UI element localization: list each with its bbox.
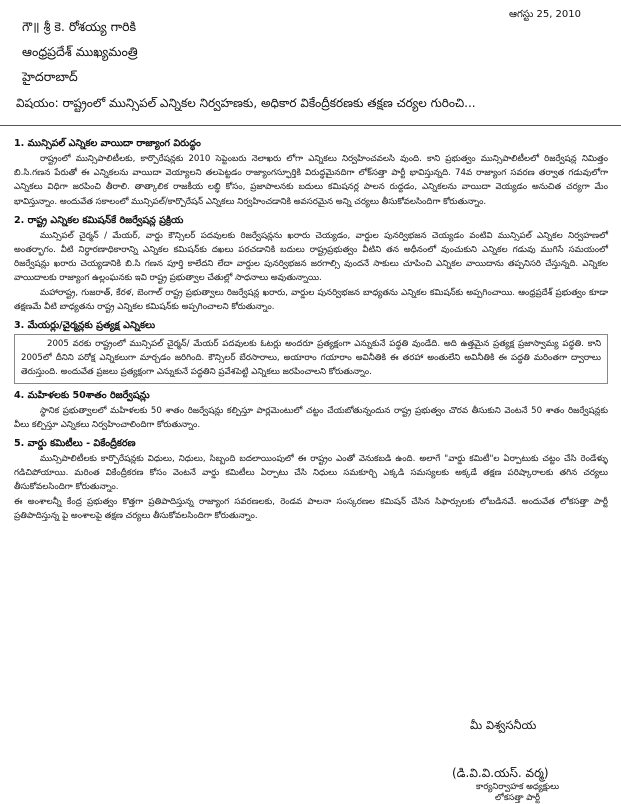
letter-body bbox=[14, 136, 608, 527]
section-paragraph: స్థానిక ప్రభుత్వాలలో మహిళలకు 50 శాతం రిజర్వేషన్లు కల్పిస్తూ పార్లమెంటులో చట్టం చేయబోతున్నందున రాష్ట్ర ప్రభుత్వం చొరవ తీసుకుని వెంటనే 50 శాతం రిజర్వేషన్లకు వీలు కల్పిస్తూ ఎన్నికలు నిర్వహించాలిందిగా కోరుతున్నాం. bbox=[14, 405, 608, 430]
section-5 bbox=[14, 436, 608, 523]
section-paragraph: ఈ అంశాలన్నీ కేంద్ర ప్రభుత్వం కొత్తగా ప్రతిపాదిస్తున్న రాజ్యాంగ సవరణలకు, రెండవ పాలనా సంస్కరణల కమిషన్ చేసిన సిఫార్సులకు లోబడినవే. అందువేత లోకసత్తా పార్టీ ప్రతిపాదిస్తున్న పై అంశాలపై తక్షణ చర్యలు తీసుకోవలసిందిగా కోరుతున్నాం. bbox=[14, 496, 608, 521]
section-paragraph: 2005 వరకు రాష్ట్రంలో మున్సిపల్ చైర్మన్/ మేయర్ పదవులకు ఓటర్లు అందరూ ప్రత్యక్షంగా ఎన్నుకునే పద్ధతి వుండేది. అది ఉత్తమైన ప్రత్యక్ష ప్రజాస్వామ్య పద్ధతి. కాని 2005లో దీనిని పరోక్ష ఎన్నికలుగా మార్చడం జరిగింది. కౌన్సిలర్ బేరసారాలు, అయారాం గయారాం అవినీతికి ఈ తరహా అంతులేని అవినీతికి ఈ పద్ధతి మరింతగా ద్వారాలు తెరుస్తుంది. అందువేత ప్రజలు ప్రత్యక్షంగా ఎన్నుకునే పద్ధతిని ప్రవేశపెట్టి ఎన్నికలు జరపించాలని కోరుతున్నాం. bbox=[14, 334, 608, 384]
recipient-designation: ఆంధ్రప్రదేశ్ ముఖ్యమంత్రి bbox=[22, 44, 138, 59]
section-heading: 3. మేయర్లు/చైర్మన్లకు ప్రత్యక్ష ఎన్నికలు bbox=[14, 320, 156, 332]
divider bbox=[0, 125, 621, 126]
signatory-title bbox=[476, 782, 559, 804]
subject-line: విషయం: రాష్ట్రంలో మున్సిపల్ ఎన్నికల నిర్వహణకు, అధికార వికేంద్రీకరణకు తక్షణ చర్యల గురించి... bbox=[16, 96, 476, 110]
section-paragraph: మున్సిపల్ చైర్మన్ / మేయర్, వార్డు కౌన్సిలర్ పదవులకు రిజర్వేషన్లను ఖరారు చెయ్యడం, వార్డుల పునర్విభజన చెయ్యడం వంటివి మున్సిపల్ ఎన్నికల నిర్వహణలో అంతర్భాగం. వీటి నిర్ధారణాధికారాన్ని ఎన్నికల కమిషన్‌కు దఖలు పరచడానికి బదులు రాష్ట్రప్రభుత్వం వీటిని తన అధీనంలో వుంచుకుని ఎన్నికల గడువు ముగిసే సమయంలో రిజర్వేషన్లు ఖరారు చెయ్యడానికి బి.సి గణన పూర్తి కాలేదని లేదా వార్డుల పునర్విభజన జరగాల్సి వుందనే సాకులు చూపించి ఎన్నికల వాయిదాను తప్పనిసరి చేస్తున్నది. ఎన్నికల వాయిదాలకు రాజ్యాంగ ఉల్లంఘనకు ఇవి రాష్ట్ర ప్రభుత్వాల చేతుల్లో సాధనాలు అవుతున్నాయి. bbox=[14, 230, 608, 284]
signatory-role: కార్యనిర్వాహక అధ్యక్షులు bbox=[476, 782, 560, 792]
section-4 bbox=[14, 388, 608, 432]
section-heading: 4. మహిళలకు 50శాతం రిజర్వేషన్లు bbox=[14, 389, 150, 401]
section-paragraph: మహారాష్ట్ర, గుజరాత్, కేరళ, బెంగాల్ రాష్ట్ర ప్రభుత్వాలు రిజర్వేషన్ల ఖరారు, వార్డుల పునర్విభజన బాధ్యతను ఎన్నికల కమిషన్‌కు అప్పగించాయి. ఆంధ్రప్రదేశ్ ప్రభుత్వం కూడా తక్షణమే వీటి బాధ్యతను రాష్ట్ర ఎన్నికల కమిషన్‌కు అప్పగించాలని కోరుతున్నాం. bbox=[14, 287, 608, 312]
section-heading: 5. వార్డు కమిటీలు - వికేంద్రీకరణ bbox=[14, 438, 136, 450]
recipient-name: గౌ॥ శ్రీ కె. రోశయ్య గారికి bbox=[22, 19, 137, 34]
recipient-address bbox=[22, 14, 138, 89]
section-3 bbox=[14, 318, 608, 384]
recipient-city: హైదరాబాద్ bbox=[22, 69, 78, 84]
signatory-party: లోకసత్తా పార్టీ bbox=[495, 793, 541, 803]
section-paragraph: రాష్ట్రంలో మున్సిపాలిటీలకు, కార్పొరేషన్లకు 2010 సెప్టెంబరు నెలాఖరు లోగా ఎన్నికలు నిర్వహించవలసి వుంది. కాని ప్రభుత్వం మున్సిపాలిటీలలో రిజర్వేషన్ల నిమిత్తం బి.సి.గణన పేరుతో ఈ ఎన్నికలను వాయిదా వెయ్యాలని తలపెట్టడం రాజ్యాంగస్ఫూర్తికి విరుద్ధమైనదిగా లోక్‌సత్తా పార్టీ భావిస్తున్నది. 74వ రాజ్యాంగ సవరణ తర్వాత గడువులోగా ఎన్నికలు విధిగా జరపించి తీరాలి. తాత్కాలిక రాజకీయ లబ్ధి కోసం, ప్రజాపాలనకు బదులు కమిషనర్ల పాలన రుద్దడం, ఎన్నికలను వాయిదా వెయ్యడం అనుచిత చర్యగా మేం భావిస్తున్నాం. అందువేత సకాలంలో మున్సిపల్/కార్పొరేషన్ ఎన్నికలు నిర్వహించడానికి అవసరమైన అన్ని చర్యలు తీసుకోవలసిందిగా కోరుతున్నాం. bbox=[14, 154, 608, 207]
closing-salutation: మీ విశ్వసనీయ bbox=[470, 718, 537, 732]
section-2 bbox=[14, 213, 608, 314]
section-1 bbox=[14, 136, 608, 209]
section-heading: 2. రాష్ట్ర ఎన్నికల కమిషన్‌కే రిజర్వేషన్ల ప్రక్రియ bbox=[14, 214, 184, 226]
section-paragraph: మున్సిపాలిటీలకు కార్పొరేషన్లకు విధులు, నిధులు, సిబ్బంది బదలాయింపులో ఈ రాష్ట్రం ఎంతో వెనుకబడి ఉంది. అలాగే "వార్డు కమిటీ"ల ఏర్పాటుకు చట్టం చేసి రెండేళ్ళు గడిచిపోయాయి. మరింత వికేంద్రీకరణ కోసం వెంటనే వార్డు కమిటీలు ఏర్పాటు చేసి నిధులు సమకూర్చి ఎక్కడి సమస్యలకు అక్కడే తక్షణ పరిష్కారాలకు తగిన చర్యలు తీసుకోవలసిందిగా కోరుతున్నాం. bbox=[14, 454, 608, 493]
section-heading: 1. మున్సిపల్ ఎన్నికల వాయిదా రాజ్యాంగ విరుద్ధం bbox=[14, 138, 201, 149]
signatory-name: (డి.వి.వి.యస్. వర్మ) bbox=[452, 766, 549, 780]
letter-date: ఆగస్టు 25, 2010 bbox=[509, 9, 581, 20]
